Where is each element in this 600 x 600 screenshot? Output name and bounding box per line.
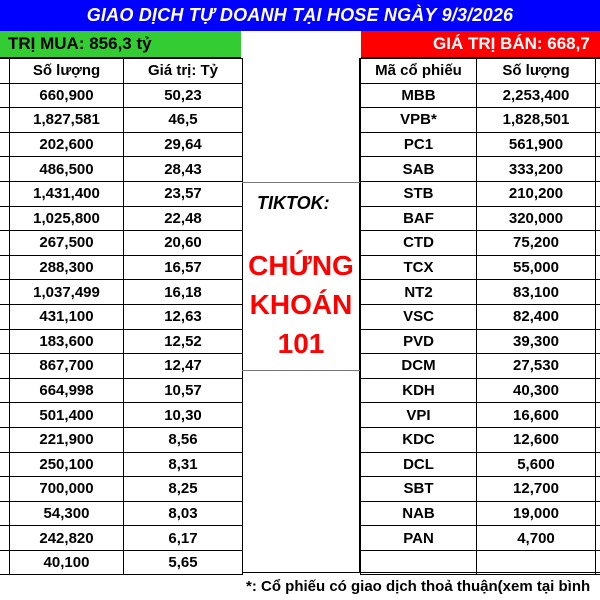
table-cell [0,501,10,526]
table-cell [0,231,10,256]
table-cell: VPI [361,403,477,428]
table-cell: 12,47 [124,354,243,379]
table-cell: 664,998 [10,378,124,403]
table-row [0,329,243,354]
table-cell [596,452,600,477]
table-cell [596,304,600,329]
brand-line: KHOÁN [249,289,353,320]
table-cell: 183,600 [10,329,124,354]
table-row [0,132,243,157]
brand-name [242,246,360,363]
table-cell: 46,5 [124,108,243,133]
table-cell: 55,000 [477,255,596,280]
table-cell [596,231,600,256]
table-cell: 10,30 [124,403,243,428]
table-cell: 40,300 [477,378,596,403]
table-row [361,526,600,551]
table-cell: 210,200 [477,181,596,206]
table-cell [596,526,600,551]
table-cell: MBB [361,83,477,108]
table-cell [596,329,600,354]
table-cell: PC1 [361,132,477,157]
table-cell: 501,400 [10,403,124,428]
table-cell: NAB [361,501,477,526]
table-cell: 8,25 [124,477,243,502]
table-row [0,108,243,133]
table-cell: 83,100 [477,280,596,305]
table-cell [596,83,600,108]
table-cell: 8,56 [124,427,243,452]
table-row [361,255,600,280]
table-cell: TCX [361,255,477,280]
table-cell: DCM [361,354,477,379]
table-row [361,206,600,231]
table-cell: 333,200 [477,157,596,182]
table-row [0,452,243,477]
table-row [0,354,243,379]
table-cell: 54,300 [10,501,124,526]
table-row [361,329,600,354]
table-cell: DCL [361,452,477,477]
table-cell: 486,500 [10,157,124,182]
table-cell: 29,64 [124,132,243,157]
brand-line: 101 [277,328,325,359]
buy-total-header: TRỊ MUA: 856,3 tỷ [0,31,241,58]
buy-column-header: Số lượng [10,59,124,84]
table-row [0,231,243,256]
buy-table [0,58,243,575]
buy-column-header: Giá trị: Tỷ [124,59,243,84]
table-cell [596,477,600,502]
table-cell [0,83,10,108]
table-row [361,378,600,403]
table-cell [596,280,600,305]
table-row [361,452,600,477]
table-cell [0,378,10,403]
table-cell: 27,530 [477,354,596,379]
table-cell: 8,03 [124,501,243,526]
table-cell: BAF [361,206,477,231]
table-cell [0,206,10,231]
table-cell: 40,100 [10,550,124,575]
sell-table [360,58,600,575]
sell-header-row [361,59,600,84]
buy-header-row [0,59,243,84]
table-row [0,378,243,403]
brand-line: CHỨNG [248,250,354,281]
footnote: *: Cổ phiếu có giao dịch thoả thuận(xem tại bình [242,572,600,600]
table-cell: CTD [361,231,477,256]
table-row [0,280,243,305]
table-cell: 50,23 [124,83,243,108]
table-row [361,108,600,133]
table-cell [596,255,600,280]
table-cell [0,452,10,477]
table-cell: 242,820 [10,526,124,551]
divider [242,370,360,371]
table-cell: 6,17 [124,526,243,551]
sell-column-header: Số lượng [477,59,596,84]
table-cell: 1,827,581 [10,108,124,133]
table-cell: 2,253,400 [477,83,596,108]
divider [242,182,360,183]
sell-column-header: Mã cổ phiếu [361,59,477,84]
table-cell: 12,52 [124,329,243,354]
table-cell: 20,60 [124,231,243,256]
table-row [0,255,243,280]
table-row [0,181,243,206]
table-cell: 12,600 [477,427,596,452]
sell-total-header: GIÁ TRỊ BÁN: 668,7 [361,31,600,58]
tiktok-label: TIKTOK: [257,193,330,213]
table-cell: 660,900 [10,83,124,108]
table-row [361,477,600,502]
table-cell [596,501,600,526]
table-cell: 23,57 [124,181,243,206]
table-cell [596,378,600,403]
table-row [0,157,243,182]
table-cell: 1,025,800 [10,206,124,231]
table-cell: 431,100 [10,304,124,329]
table-cell: 39,300 [477,329,596,354]
table-cell: 10,57 [124,378,243,403]
table-cell [0,526,10,551]
table-cell: 16,18 [124,280,243,305]
table-cell: STB [361,181,477,206]
table-row [361,231,600,256]
table-row [361,427,600,452]
table-cell [0,108,10,133]
table-row [361,304,600,329]
table-cell: 16,600 [477,403,596,428]
table-cell [0,427,10,452]
table-cell: KDC [361,427,477,452]
table-row [361,354,600,379]
table-cell: 1,828,501 [477,108,596,133]
table-cell [596,354,600,379]
table-cell [0,403,10,428]
table-cell: 16,57 [124,255,243,280]
table-cell: 5,65 [124,550,243,575]
table-cell [0,354,10,379]
buy-column-header [0,59,10,84]
table-cell [596,427,600,452]
table-cell: PVD [361,329,477,354]
table-row [0,501,243,526]
page-title: GIAO DỊCH TỰ DOANH TẠI HOSE NGÀY 9/3/2026 [0,0,600,31]
table-cell: 267,500 [10,231,124,256]
table-cell [0,157,10,182]
table-cell: 561,900 [477,132,596,157]
table-row [0,550,243,575]
table-cell: 4,700 [477,526,596,551]
table-cell [0,280,10,305]
table-row [361,157,600,182]
table-cell: SBT [361,477,477,502]
table-cell: 75,200 [477,231,596,256]
table-cell: 12,63 [124,304,243,329]
table-cell [0,477,10,502]
table-cell: 1,037,499 [10,280,124,305]
table-cell [596,157,600,182]
table-cell: 8,31 [124,452,243,477]
table-cell: 5,600 [477,452,596,477]
table-cell [0,255,10,280]
table-cell [596,206,600,231]
table-cell: 250,100 [10,452,124,477]
table-cell: 19,000 [477,501,596,526]
table-row [0,477,243,502]
table-cell: 28,43 [124,157,243,182]
table-cell [0,304,10,329]
table-row [361,83,600,108]
table-row [0,304,243,329]
table-cell: VPB* [361,108,477,133]
table-row [361,280,600,305]
table-row [361,403,600,428]
table-cell: KDH [361,378,477,403]
table-row [361,181,600,206]
table-cell: VSC [361,304,477,329]
table-cell: NT2 [361,280,477,305]
table-cell [596,108,600,133]
table-cell: 82,400 [477,304,596,329]
table-cell [596,132,600,157]
table-cell [0,329,10,354]
table-cell [0,132,10,157]
table-cell: 22,48 [124,206,243,231]
table-cell: SAB [361,157,477,182]
table-cell: 221,900 [10,427,124,452]
table-cell: 700,000 [10,477,124,502]
table-row [0,206,243,231]
sell-column-header [596,59,600,84]
table-row [0,83,243,108]
table-row [0,427,243,452]
table-row [361,132,600,157]
table-cell: 320,000 [477,206,596,231]
table-cell [0,181,10,206]
table-row [361,501,600,526]
table-cell: 202,600 [10,132,124,157]
table-cell: 1,431,400 [10,181,124,206]
table-cell [596,403,600,428]
table-cell: PAN [361,526,477,551]
table-cell: 12,700 [477,477,596,502]
table-cell [0,550,10,575]
table-row [0,526,243,551]
table-cell: 867,700 [10,354,124,379]
table-row [0,403,243,428]
table-cell [596,181,600,206]
table-cell: 288,300 [10,255,124,280]
